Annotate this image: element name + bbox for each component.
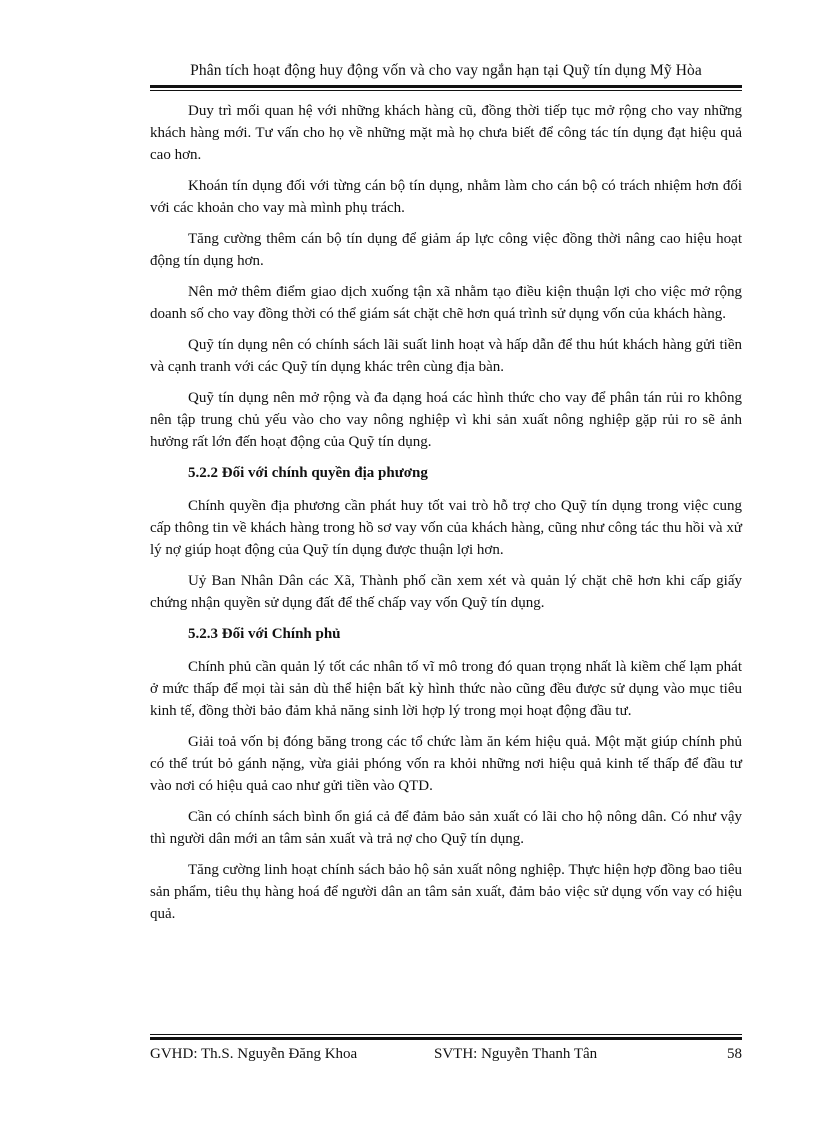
paragraph: Chính quyền địa phương cần phát huy tốt vai trò hỗ trợ cho Quỹ tín dụng trong việc cung cấp thông tin về khách hàng trong hồ sơ vay vốn của khách hàng, cũng như công tác thu hồi và xử lý nợ giúp hoạt động của Quỹ tín dụng được thuận lợi hơn.: [150, 498, 742, 558]
paragraph: Tăng cường thêm cán bộ tín dụng để giảm áp lực công việc đồng thời nâng cao hiệu hoạt động tín dụng hơn.: [150, 231, 742, 269]
footer-rule: [150, 1034, 742, 1040]
paragraph: Cần có chính sách bình ổn giá cả để đảm bảo sản xuất có lãi cho hộ nông dân. Có như vậy thì người dân mới an tâm sản xuất và trả nợ cho Quỹ tín dụng.: [150, 809, 742, 847]
footer-rule-thin: [150, 1034, 742, 1035]
header-rule-thin: [150, 90, 742, 91]
section-heading-5-2-2: 5.2.2 Đối với chính quyền địa phương: [188, 465, 428, 481]
header-rule-thick: [150, 85, 742, 88]
paragraph: Chính phủ cần quản lý tốt các nhân tố vĩ mô trong đó quan trọng nhất là kiềm chế lạm phát ở mức thấp để mọi tài sản dù thể hiện bất kỳ hình thức nào cũng đều được sử dụng vào mục tiêu kinh tế, đồng thời bảo đảm khả năng sinh lời hợp lý trong mọi hoạt động đầu tư.: [150, 659, 742, 719]
paragraph: Tăng cường linh hoạt chính sách bảo hộ sản xuất nông nghiệp. Thực hiện hợp đồng bao tiêu sản phẩm, tiêu thụ hàng hoá để người dân an tâm sản xuất, đảm bảo việc sử dụng vốn vay có hiệu quả.: [150, 862, 742, 922]
paragraph: Uỷ Ban Nhân Dân các Xã, Thành phố cần xem xét và quản lý chặt chẽ hơn khi cấp giấy chứng nhận quyền sử dụng đất để thế chấp vay vốn Quỹ tín dụng.: [150, 573, 742, 611]
paragraph: Giải toả vốn bị đóng băng trong các tổ chức làm ăn kém hiệu quả. Một mặt giúp chính phủ có thể trút bỏ gánh nặng, vừa giải phóng vốn ra khỏi những nơi hiệu quả kinh tế thấp để đầu tư vào nơi có hiệu quả cao như gửi tiền vào QTD.: [150, 734, 742, 794]
section-heading-5-2-3: 5.2.3 Đối với Chính phủ: [188, 626, 341, 642]
paragraph: Quỹ tín dụng nên mở rộng và đa dạng hoá các hình thức cho vay để phân tán rủi ro không nên tập trung chủ yếu vào cho vay nông nghiệp vì khi sản xuất nông nghiệp gặp rủi ro sẽ ảnh hưởng rất lớn đến hoạt động của Quỹ tín dụng.: [150, 390, 742, 450]
footer-student: SVTH: Nguyễn Thanh Tân: [434, 1046, 598, 1062]
paragraph: Nên mở thêm điểm giao dịch xuống tận xã nhằm tạo điều kiện thuận lợi cho việc mở rộng doanh số cho vay đồng thời có thể giám sát chặt chẽ hơn quá trình sử dụng vốn của khách hàng.: [150, 284, 742, 322]
page-header-title: Phân tích hoạt động huy động vốn và cho vay ngắn hạn tại Quỹ tín dụng Mỹ Hòa: [190, 62, 702, 79]
footer-advisor: GVHD: Th.S. Nguyễn Đăng Khoa: [150, 1046, 358, 1062]
paragraph: Duy trì mối quan hệ với những khách hàng cũ, đồng thời tiếp tục mở rộng cho vay những khách hàng mới. Tư vấn cho họ về những mặt mà họ chưa biết để công tác tín dụng đạt hiệu quả cao hơn.: [150, 103, 742, 163]
header-rule: [150, 85, 742, 91]
page-footer: [150, 1046, 742, 1066]
page-number: 58: [727, 1046, 742, 1062]
document-body: [150, 100, 742, 934]
paragraph: Khoán tín dụng đối với từng cán bộ tín dụng, nhằm làm cho cán bộ có trách nhiệm hơn đối với các khoản cho vay mà mình phụ trách.: [150, 178, 742, 216]
footer-rule-thick: [150, 1037, 742, 1040]
paragraph: Quỹ tín dụng nên có chính sách lãi suất linh hoạt và hấp dẫn để thu hút khách hàng gửi tiền và cạnh tranh với các Quỹ tín dụng khác trên cùng địa bàn.: [150, 337, 742, 375]
